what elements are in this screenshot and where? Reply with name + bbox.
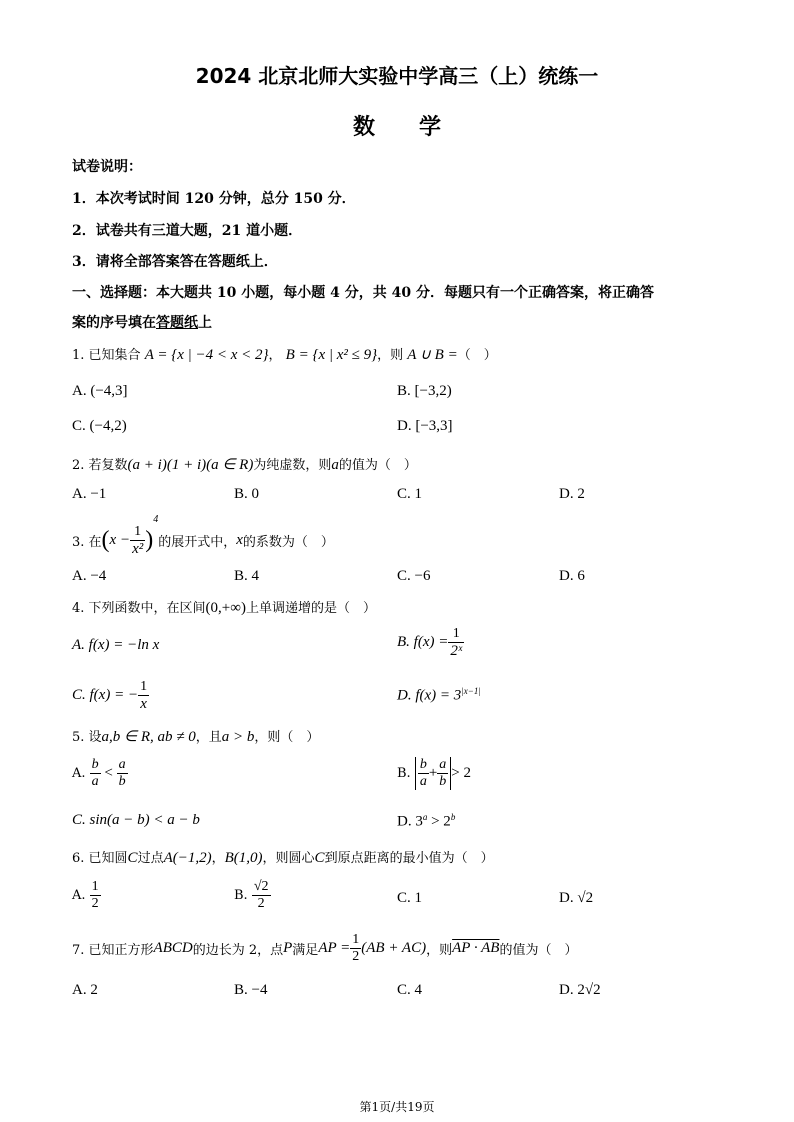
- option-a: A. −1: [72, 486, 107, 502]
- question-1: [72, 344, 497, 364]
- option-b: B. −4: [234, 982, 268, 998]
- math-expr: ABCD: [153, 940, 193, 956]
- option-a: A. $\frac{1}{2}$: [72, 879, 99, 911]
- question-text: 1. 已知集合: [72, 348, 141, 363]
- question-7: [72, 932, 577, 965]
- option-a: A. −4: [72, 568, 107, 584]
- question-text: 2. 若复数: [72, 458, 128, 473]
- question-text: （ ）: [457, 348, 497, 363]
- question-text: 4. 下列函数中，在区间: [72, 601, 206, 616]
- page-number: 第1页/共19页: [359, 1100, 435, 1114]
- question-text: ，: [211, 851, 225, 866]
- question-text: 的系数为（ ）: [242, 535, 334, 550]
- option-b: B. [−3,2): [397, 383, 452, 399]
- question-text: ，且: [195, 730, 222, 745]
- question-4: [72, 597, 376, 617]
- math-var: C: [127, 850, 138, 866]
- question-text: ，则: [426, 943, 453, 958]
- fraction: $\frac{1}{\text{2ˣ}}$: [450, 626, 463, 659]
- option-a: A. (−4,3]: [72, 383, 128, 399]
- question-5: [72, 726, 319, 746]
- section-heading: 一、选择题：本大题共 10 小题，每小题 4 分，共 40 分．每题只有一个正确答案，将正确答: [72, 285, 654, 301]
- exponent: 4: [153, 514, 159, 525]
- option-b: B. 0: [234, 486, 260, 502]
- math-var: P: [283, 940, 293, 956]
- question-text: 5. 设: [72, 730, 102, 745]
- option-a: A. 2: [72, 982, 98, 998]
- question-3: 3. 在(x − $\frac{1}{\text{x²}}$ )$^4$的展开式中，x的系数为（ ）: [72, 514, 334, 557]
- question-text: 上单调递增的是（ ）: [245, 601, 376, 616]
- math-expr: B = {x | x² ≤ 9}: [285, 347, 378, 363]
- instruction-item: 1．本次考试时间 120 分钟，总分 150 分．: [72, 191, 356, 207]
- option-c: C. (−4,2): [72, 418, 127, 434]
- option-c: C. sin(a − b) < a − b: [72, 812, 200, 828]
- question-text: 到原点距离的最小值为（ ）: [324, 851, 494, 866]
- question-text: 满足: [292, 943, 319, 958]
- math-expr: a,b ∈ R, ab ≠ 0: [101, 729, 196, 745]
- question-text: ，: [268, 348, 282, 363]
- question-text: ，则（ ）: [254, 730, 320, 745]
- instructions-heading: 试卷说明：: [72, 159, 142, 175]
- question-text: ，则圆心: [262, 851, 315, 866]
- option-d: D. 6: [559, 568, 585, 584]
- section-heading-cont: [72, 312, 212, 332]
- option-c: C. 1: [397, 486, 423, 502]
- math-expr: A ∪ B =: [407, 347, 458, 363]
- question-text: 过点: [137, 851, 164, 866]
- math-expr: AP =: [318, 940, 351, 956]
- math-var: x: [236, 532, 243, 548]
- section-text: 案的序号填在: [72, 315, 156, 331]
- question-text: ，则: [377, 348, 404, 363]
- math-var: a: [331, 457, 339, 473]
- option-d: D. $f(x) = 3^{|x-1|}$: [397, 686, 481, 704]
- option-a: A. $\frac{b}{a}$ < $\frac{a}{b}$: [72, 757, 126, 789]
- subject-title: 数学: [352, 115, 485, 140]
- math-expr: (0,+∞): [205, 600, 246, 616]
- option-d: D. 2√2: [559, 982, 601, 998]
- question-text: 的边长为 2，点: [192, 943, 284, 958]
- question-text: 的展开式中，: [158, 535, 237, 550]
- question-text: 3. 在: [72, 535, 102, 550]
- option-c: C. 4: [397, 982, 423, 998]
- answer-sheet-text: 答题纸: [156, 315, 198, 331]
- option-b: B. f(x) = $\frac{1}{\text{2ˣ}}$: [397, 626, 463, 659]
- fraction: $\frac{1}{\text{x²}}$: [132, 524, 144, 557]
- math-expr: A = {x | −4 < x < 2}: [144, 347, 269, 363]
- option-c: C. f(x) = − $\frac{1}{x}$: [72, 679, 148, 712]
- option-c: C. −6: [397, 568, 431, 584]
- math-expr: B(1,0): [224, 850, 263, 866]
- math-var: C: [314, 850, 325, 866]
- option-d: D. √2: [559, 890, 594, 906]
- math-expr: (AB + AC): [361, 940, 427, 956]
- question-text: 的值为（ ）: [499, 943, 578, 958]
- math-expr: A(−1,2): [163, 850, 212, 866]
- option-d: D. [−3,3]: [397, 418, 453, 434]
- question-2: [72, 454, 417, 474]
- option-b: B. $\frac{√2}{2}$: [234, 879, 269, 911]
- instruction-item: 2．试卷共有三道大题，21 道小题．: [72, 223, 303, 239]
- question-text: 为纯虚数，则: [253, 458, 332, 473]
- fraction: $\frac{1}{2}$: [352, 932, 360, 964]
- option-d: D. 2: [559, 486, 585, 502]
- option-d: D. $3^a > 2^b$: [397, 812, 456, 830]
- question-6: [72, 847, 494, 867]
- section-text: 上: [198, 315, 212, 331]
- question-text: 的值为（ ）: [338, 458, 417, 473]
- math-expr: (a + i)(1 + i)(a ∈ R): [127, 457, 254, 473]
- option-a: A. f(x) = −ln x: [72, 637, 160, 653]
- math-expr: AP · AB: [452, 940, 500, 956]
- exam-title: 2024 北京北师大实验中学高三（上）统练一: [195, 64, 599, 88]
- question-text: 7. 已知正方形: [72, 943, 154, 958]
- fraction: $\frac{1}{x}$: [140, 679, 148, 712]
- question-text: 6. 已知圆: [72, 851, 128, 866]
- instruction-item: 3．请将全部答案答在答题纸上．: [72, 254, 278, 270]
- option-b: B. 4: [234, 568, 260, 584]
- option-b: B. $\frac{b}{a}$ + $\frac{a}{b}$ > 2: [397, 757, 472, 789]
- option-c: C. 1: [397, 890, 423, 906]
- math-expr: a > b: [221, 729, 255, 745]
